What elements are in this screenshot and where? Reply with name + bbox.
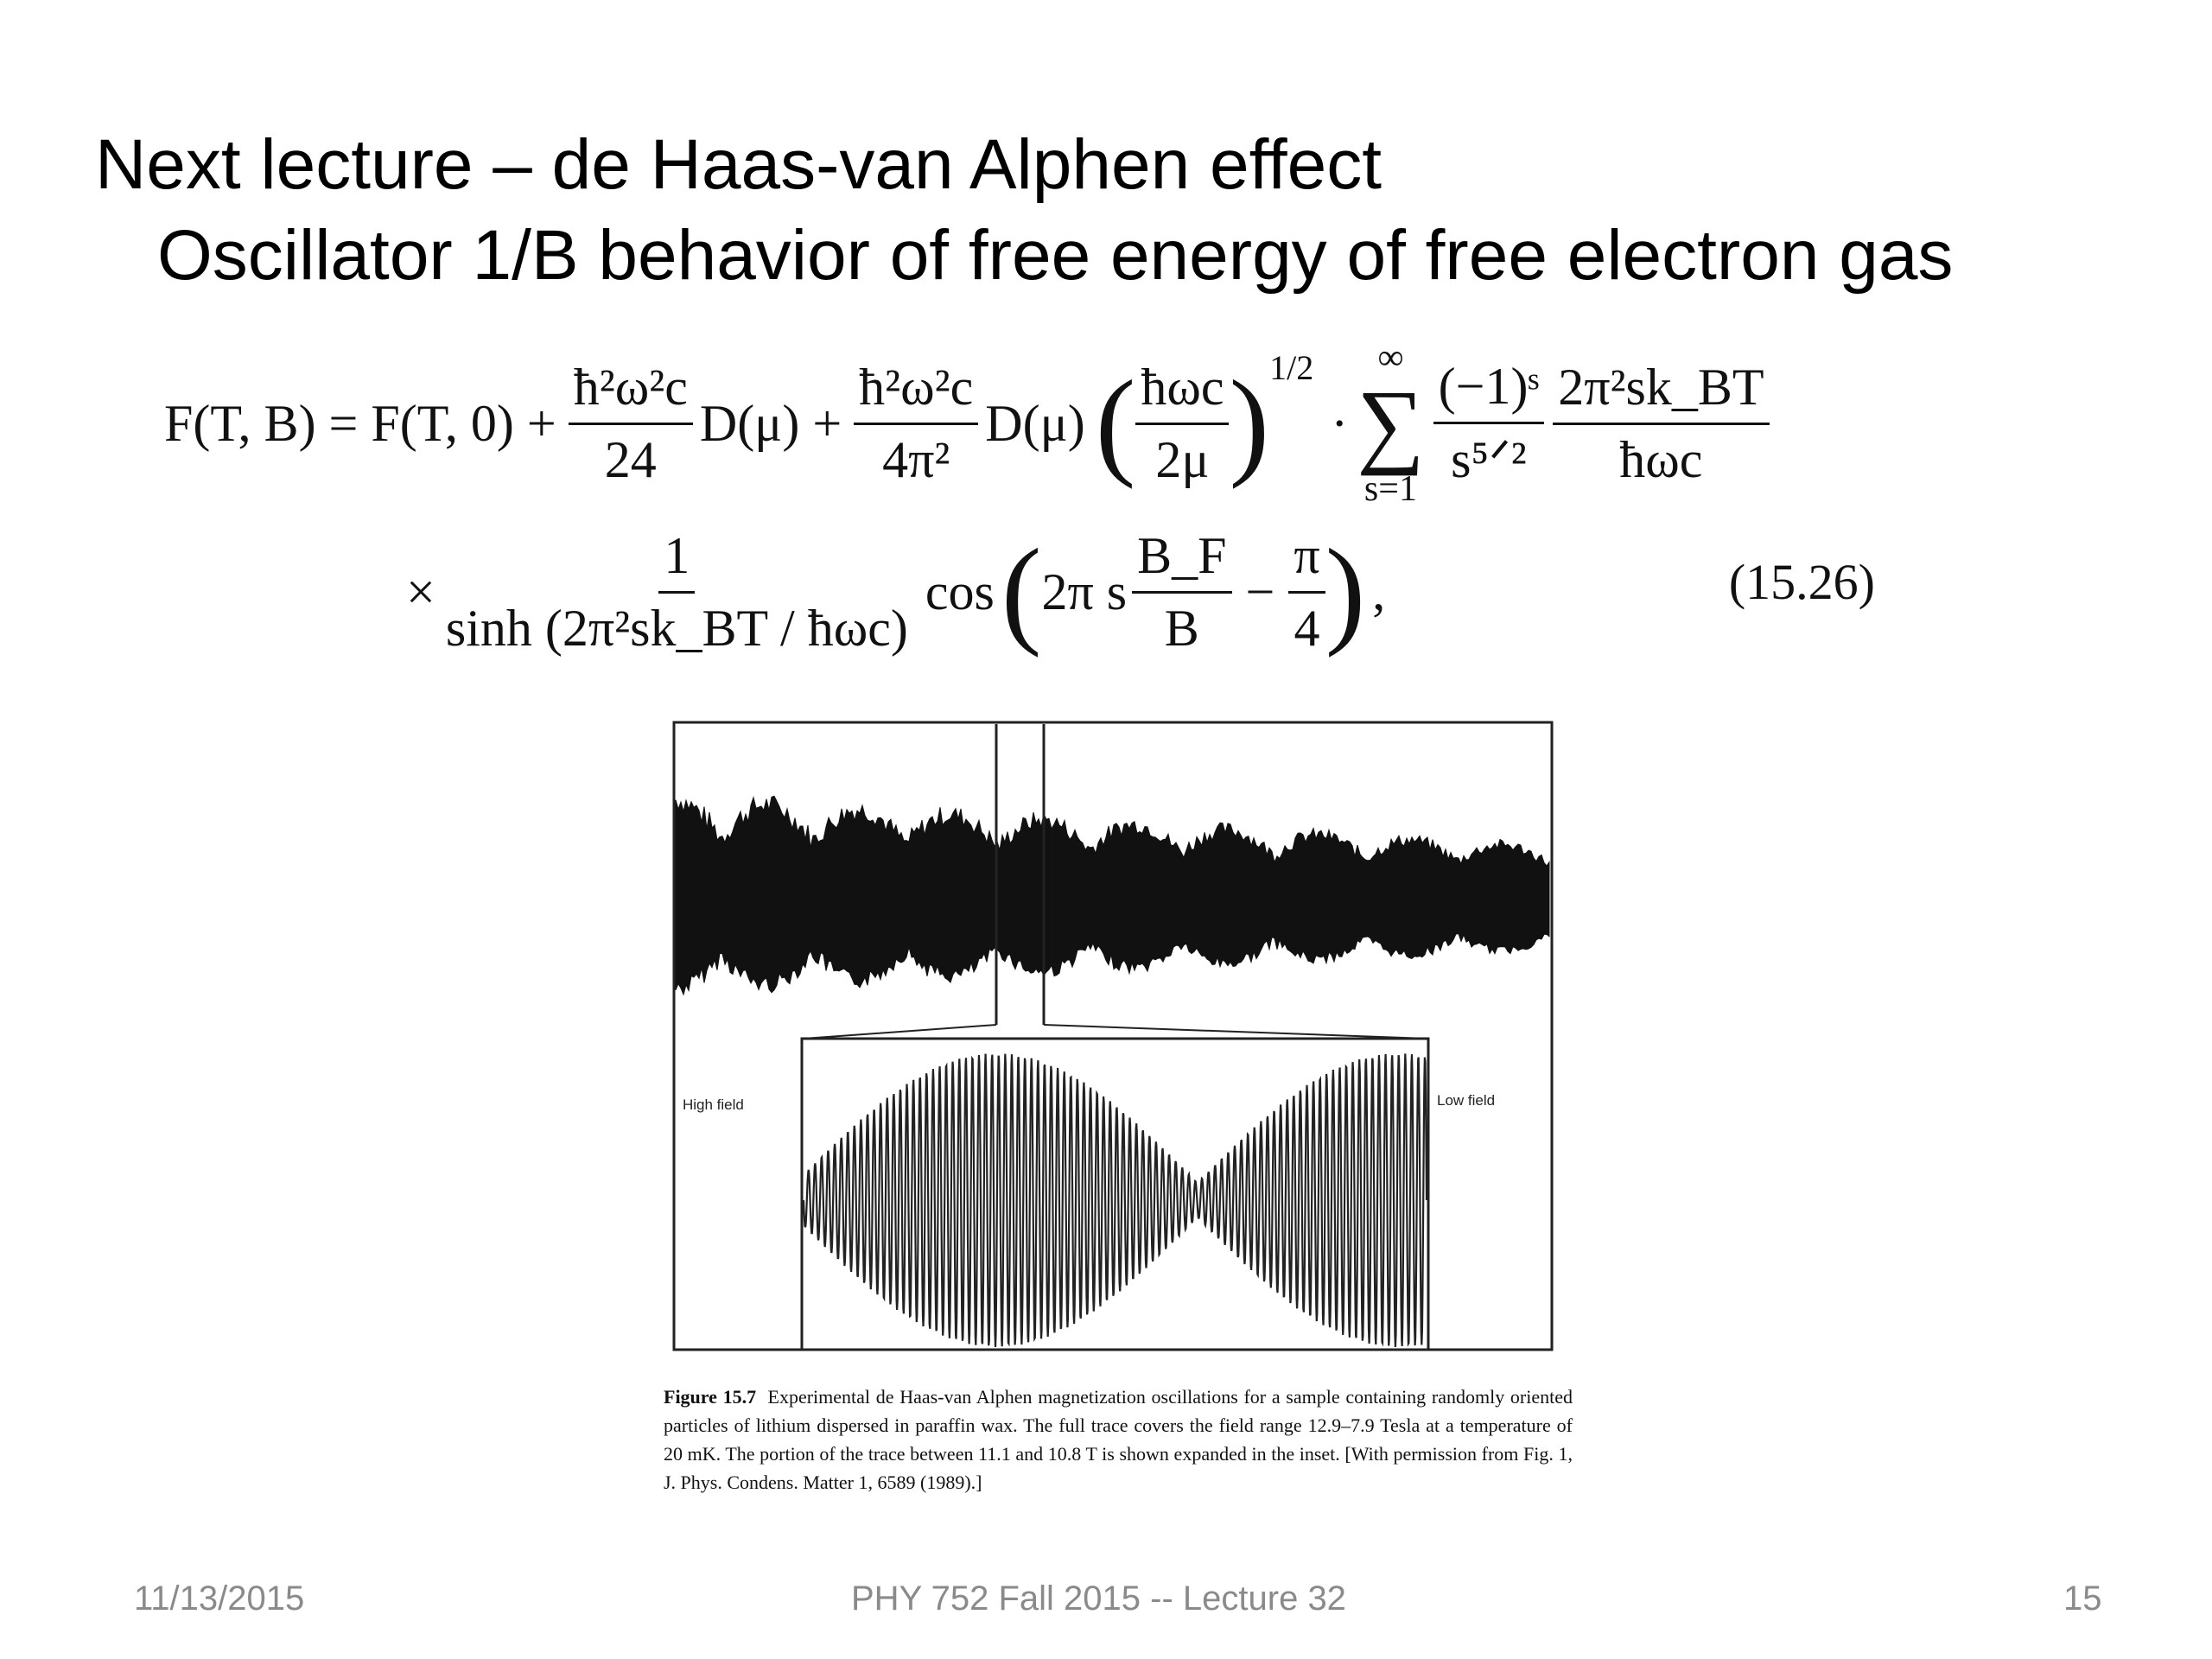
fraction-term1: $\frac{\text{ħ²ω²c}}{24}$ (569, 358, 693, 490)
figure-caption (664, 1382, 1573, 1497)
inset-label-high-field: High field (683, 1096, 744, 1113)
summation: ∞ ∑ s=1 (1357, 338, 1425, 509)
fraction-paren: $\frac{\text{ħωc}}{2\mu}$ (1135, 358, 1229, 490)
cos-argument: 2π s (1041, 563, 1128, 620)
slide-title: Next lecture – de Haas-van Alphen effect (95, 125, 1382, 204)
footer-course: PHY 752 Fall 2015 -- Lecture 32 (851, 1580, 1346, 1618)
fraction-bf: $\frac{B\_F}{B}$ (1132, 526, 1231, 658)
exponent: 1/2 (1269, 348, 1314, 387)
fraction-term3: $\frac{\text{(−1)ˢ}}{\text{s⁵ᐟ²}}$ (1433, 357, 1545, 490)
equation-number: (15.26) (1728, 554, 1875, 610)
equation-line-1 (164, 337, 1979, 510)
footer-date: 11/13/2015 (134, 1580, 305, 1618)
right-paren: ) (1229, 356, 1270, 490)
footer-page-number: 15 (2063, 1580, 2102, 1618)
fraction-sinh: $\frac{1}{\text{sinh (2π²sk\_BT / ħωc)}}$ (445, 526, 908, 657)
right-paren-2: ) (1325, 524, 1366, 658)
comma: , (1372, 563, 1386, 620)
equation-lhs: F(T, B) = F(T, 0) + (164, 394, 556, 452)
inset-label-low-field: Low field (1437, 1092, 1496, 1109)
fraction-term2: $\frac{\text{ħ²ω²c}}{\text{4π²}}$ (854, 358, 978, 490)
caption-text: Experimental de Haas-van Alphen magnetization oscillations for a sample containing randomly oriented particles of lithium dispersed in paraffin wax. The full trace covers the field range 12.9–7.9 Tesla at a temperature of 20 mK. The portion of the trace between 11.1 and 10.8 T is shown expanded in the inset. [With permission from Fig. 1, J. Phys. Condens. Matter 1, 6589 (1989).] (664, 1386, 1573, 1493)
left-paren-2: ( (1001, 524, 1042, 658)
density-of-states: D(μ) + (699, 394, 842, 452)
minus-operator: − (1245, 563, 1275, 620)
caption-label: Figure 15.7 (664, 1386, 757, 1408)
density-of-states-2: D(μ) (985, 394, 1085, 452)
dot-operator: · (1331, 394, 1349, 452)
fraction-pi: $\frac{\pi}{4}$ (1288, 526, 1325, 658)
slide-subtitle: Oscillator 1/B behavior of free energy of free electron gas (157, 216, 1954, 295)
figure-15-7 (672, 721, 1554, 1351)
fraction-term4: $\frac{\text{2π²sk\_BT}}{\text{ħωc}}$ (1553, 358, 1769, 490)
equation-line-2 (406, 518, 1961, 665)
cos-function: cos (925, 563, 995, 620)
left-paren: ( (1095, 356, 1136, 490)
times-operator: × (406, 563, 435, 620)
